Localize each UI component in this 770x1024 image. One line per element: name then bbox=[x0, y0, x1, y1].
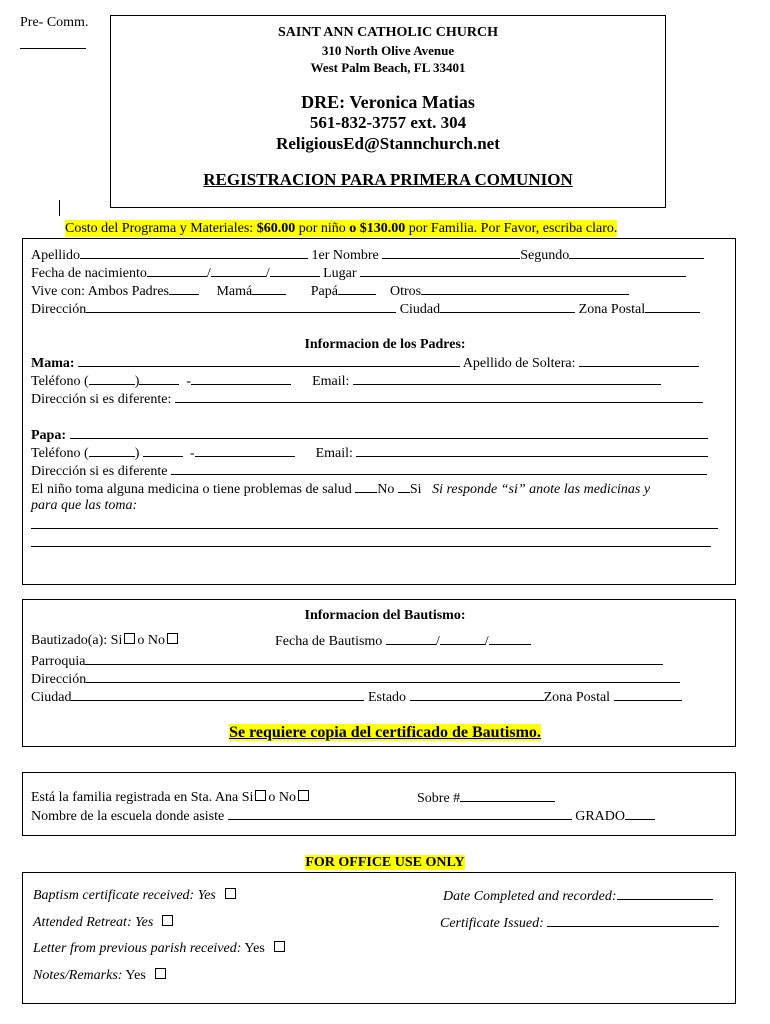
medicine-yes-field[interactable] bbox=[398, 480, 410, 493]
cost-text3: o bbox=[349, 221, 360, 236]
dash: - bbox=[189, 446, 195, 461]
date-completed-label: Date Completed and recorded: bbox=[443, 889, 617, 904]
second-name-label: Segundo bbox=[520, 248, 570, 263]
cost-text4: por Familia. Por Favor, escriba claro. bbox=[405, 221, 618, 236]
lives-with-label: Vive con: Ambos Padres bbox=[31, 284, 169, 299]
mom-area-code-field[interactable] bbox=[89, 372, 135, 385]
precomm-field[interactable] bbox=[20, 48, 86, 49]
dad-alt-address-label: Dirección si es diferente bbox=[31, 464, 168, 479]
mom-alt-address-row bbox=[31, 390, 703, 408]
registered-label: Está la familia registrada en Sta. Ana Si bbox=[31, 790, 254, 805]
dad-phone-row bbox=[31, 444, 708, 462]
retreat-checkbox[interactable] bbox=[162, 915, 173, 926]
medicine-note-2: para que las toma: bbox=[31, 498, 138, 513]
mom-phone-number-field[interactable] bbox=[191, 372, 291, 385]
dad-email-label: Email: bbox=[315, 446, 353, 461]
certificate-required-wrap bbox=[0, 724, 770, 742]
dad-row bbox=[31, 426, 708, 444]
form-title: REGISTRACION PARA PRIMERA COMUNION bbox=[203, 170, 573, 189]
grade-label: GRADO bbox=[575, 809, 625, 824]
city-field[interactable] bbox=[440, 300, 575, 313]
church-name: SAINT ANN CATHOLIC CHURCH bbox=[277, 25, 498, 40]
medicine-yes-label: Si bbox=[409, 482, 422, 497]
medicine-line-1[interactable] bbox=[31, 528, 718, 529]
certificate-required-note: Se requiere copia del certificado de Bautismo. bbox=[229, 724, 541, 741]
surname-field[interactable] bbox=[80, 246, 308, 259]
cert-issued-label: Certificate Issued: bbox=[440, 916, 544, 931]
mom-alt-address-field[interactable] bbox=[175, 390, 703, 403]
surname-label: Apellido bbox=[31, 248, 80, 263]
parish-row bbox=[31, 652, 663, 670]
envelope-row bbox=[417, 789, 555, 807]
baptism-date-row bbox=[275, 632, 531, 650]
baptism-date-label: Fecha de Bautismo bbox=[275, 634, 383, 649]
birth-place-field[interactable] bbox=[360, 264, 686, 277]
first-name-label: 1er Nombre bbox=[311, 248, 379, 263]
baptism-heading: Informacion del Bautismo: bbox=[304, 608, 466, 623]
others-field[interactable] bbox=[421, 282, 629, 295]
paren-close: ) bbox=[134, 446, 140, 461]
others-label: Otros bbox=[389, 284, 422, 299]
registered-no-checkbox[interactable] bbox=[298, 790, 309, 801]
registered-row bbox=[31, 789, 311, 806]
notes-row bbox=[33, 967, 168, 984]
notes-checkbox[interactable] bbox=[155, 968, 166, 979]
envelope-label: Sobre # bbox=[417, 791, 461, 806]
mom-phone-label: Teléfono ( bbox=[31, 374, 89, 389]
school-label: Nombre de la escuela donde asiste bbox=[31, 809, 225, 824]
lives-with-row bbox=[31, 282, 629, 300]
mom-email-field[interactable] bbox=[353, 372, 661, 385]
price-per-family: $130.00 bbox=[359, 221, 406, 236]
both-parents-field[interactable] bbox=[169, 282, 199, 295]
precomm-label: Pre- Comm. bbox=[20, 15, 89, 30]
parents-heading: Informacion de los Padres: bbox=[304, 337, 466, 352]
maiden-name-field[interactable] bbox=[579, 354, 699, 367]
office-heading-wrap bbox=[0, 854, 770, 871]
baptism-cert-checkbox[interactable] bbox=[225, 888, 236, 899]
cost-line bbox=[65, 220, 617, 237]
registered-yes-checkbox[interactable] bbox=[255, 790, 266, 801]
father-field[interactable] bbox=[338, 282, 376, 295]
baptized-no-label: o No bbox=[137, 633, 165, 648]
child-name-row bbox=[31, 246, 704, 264]
dad-phone-prefix-field[interactable] bbox=[143, 444, 183, 457]
zip-label: Zona Postal bbox=[578, 302, 646, 317]
dad-alt-address-row bbox=[31, 462, 707, 480]
cert-issued-field[interactable] bbox=[547, 914, 719, 927]
dad-alt-address-field[interactable] bbox=[171, 462, 707, 475]
baptism-state-label: Estado bbox=[367, 690, 407, 705]
baptism-zip-label: Zona Postal bbox=[543, 690, 611, 705]
letter-checkbox[interactable] bbox=[274, 941, 285, 952]
baptism-city-label: Ciudad bbox=[31, 690, 72, 705]
mom-phone-row bbox=[31, 372, 661, 390]
baptism-day-field[interactable] bbox=[440, 632, 485, 645]
dad-phone-label: Teléfono ( bbox=[31, 446, 89, 461]
text-cursor-mark bbox=[59, 200, 60, 216]
baptized-no-checkbox[interactable] bbox=[167, 633, 178, 644]
dad-phone-number-field[interactable] bbox=[195, 444, 295, 457]
medicine-row bbox=[31, 480, 650, 498]
maiden-name-label: Apellido de Soltera: bbox=[462, 356, 576, 371]
baptism-zip-field[interactable] bbox=[614, 688, 682, 701]
baptism-month-field[interactable] bbox=[386, 632, 436, 645]
medicine-note-1: Si responde “si” anote las medicinas y bbox=[432, 482, 651, 497]
dash: - bbox=[186, 374, 192, 389]
dre-name: DRE: Veronica Matias bbox=[301, 92, 475, 112]
mom-name-field[interactable] bbox=[78, 354, 460, 367]
baptism-city-field[interactable] bbox=[71, 688, 364, 701]
baptized-label: Bautizado(a): Si bbox=[31, 633, 123, 648]
first-name-field[interactable] bbox=[382, 246, 520, 259]
mom-phone-prefix-field[interactable] bbox=[139, 372, 179, 385]
date-completed-row bbox=[443, 887, 713, 905]
mom-label: Mama: bbox=[31, 356, 75, 371]
dad-name-field[interactable] bbox=[70, 426, 708, 439]
mom-row bbox=[31, 354, 699, 372]
paren-close: ) bbox=[134, 374, 140, 389]
address-row bbox=[31, 300, 700, 318]
birth-place-label: Lugar bbox=[323, 266, 357, 281]
medicine-no-label: No bbox=[377, 482, 398, 497]
slash: / bbox=[435, 634, 440, 649]
baptism-address-row bbox=[31, 670, 680, 688]
slash: / bbox=[206, 266, 211, 281]
address-label: Dirección bbox=[31, 302, 87, 317]
mother-field[interactable] bbox=[252, 282, 286, 295]
slash: / bbox=[265, 266, 270, 281]
baptism-address-field[interactable] bbox=[86, 670, 680, 683]
header-box bbox=[110, 15, 666, 208]
baptism-address-label: Dirección bbox=[31, 672, 87, 687]
birth-row bbox=[31, 264, 686, 282]
cost-text2: por niño bbox=[295, 221, 350, 236]
baptism-cert-label: Baptism certificate received: Yes bbox=[33, 888, 216, 903]
slash: / bbox=[484, 634, 489, 649]
dad-label: Papa: bbox=[31, 428, 66, 443]
address-field[interactable] bbox=[86, 300, 396, 313]
school-row bbox=[31, 807, 655, 825]
letter-yes-label: Yes bbox=[244, 941, 265, 956]
birth-date-label: Fecha de nacimiento bbox=[31, 266, 147, 281]
church-address-line2: West Palm Beach, FL 33401 bbox=[310, 60, 466, 75]
church-phone: 561-832-3757 ext. 304 bbox=[309, 113, 467, 132]
grade-field[interactable] bbox=[625, 807, 655, 820]
retreat-row bbox=[33, 914, 175, 931]
baptized-row bbox=[31, 632, 180, 649]
registered-no-label: o No bbox=[268, 790, 297, 805]
cost-text1: Costo del Programa y Materiales: bbox=[65, 221, 257, 236]
father-label: Papá bbox=[310, 284, 338, 299]
office-use-heading: FOR OFFICE USE ONLY bbox=[305, 855, 465, 870]
envelope-field[interactable] bbox=[460, 789, 555, 802]
notes-yes-label: Yes bbox=[125, 968, 146, 983]
letter-label: Letter from previous parish received: bbox=[33, 941, 242, 956]
baptism-city-row bbox=[31, 688, 682, 706]
cert-issued-row bbox=[440, 914, 719, 932]
medicine-line-2[interactable] bbox=[31, 546, 711, 547]
parish-field[interactable] bbox=[85, 652, 663, 665]
parish-label: Parroquia bbox=[31, 654, 86, 669]
baptized-yes-checkbox[interactable] bbox=[124, 633, 135, 644]
city-label: Ciudad bbox=[399, 302, 441, 317]
dad-email-field[interactable] bbox=[356, 444, 708, 457]
mom-email-label: Email: bbox=[312, 374, 350, 389]
medicine-no-field[interactable] bbox=[355, 480, 377, 493]
baptism-cert-row bbox=[33, 887, 238, 904]
birth-year-field[interactable] bbox=[270, 264, 320, 277]
letter-row bbox=[33, 940, 287, 957]
price-per-child: $60.00 bbox=[256, 221, 296, 236]
mother-label: Mamá bbox=[216, 284, 253, 299]
church-address-line1: 310 North Olive Avenue bbox=[321, 43, 455, 58]
school-field[interactable] bbox=[228, 807, 572, 820]
birth-day-field[interactable] bbox=[211, 264, 266, 277]
zip-field[interactable] bbox=[645, 300, 700, 313]
medicine-question: El niño toma alguna medicina o tiene problemas de salud bbox=[31, 482, 356, 497]
notes-label: Notes/Remarks: bbox=[33, 968, 123, 983]
birth-month-field[interactable] bbox=[147, 264, 207, 277]
retreat-label: Attended Retreat: Yes bbox=[33, 915, 154, 930]
date-completed-field[interactable] bbox=[617, 887, 713, 900]
dad-area-code-field[interactable] bbox=[89, 444, 135, 457]
church-email: ReligiousEd@Stannchurch.net bbox=[276, 134, 500, 153]
mom-alt-address-label: Dirección si es diferente: bbox=[31, 392, 172, 407]
baptism-year-field[interactable] bbox=[489, 632, 531, 645]
baptism-state-field[interactable] bbox=[410, 688, 544, 701]
second-name-field[interactable] bbox=[569, 246, 704, 259]
